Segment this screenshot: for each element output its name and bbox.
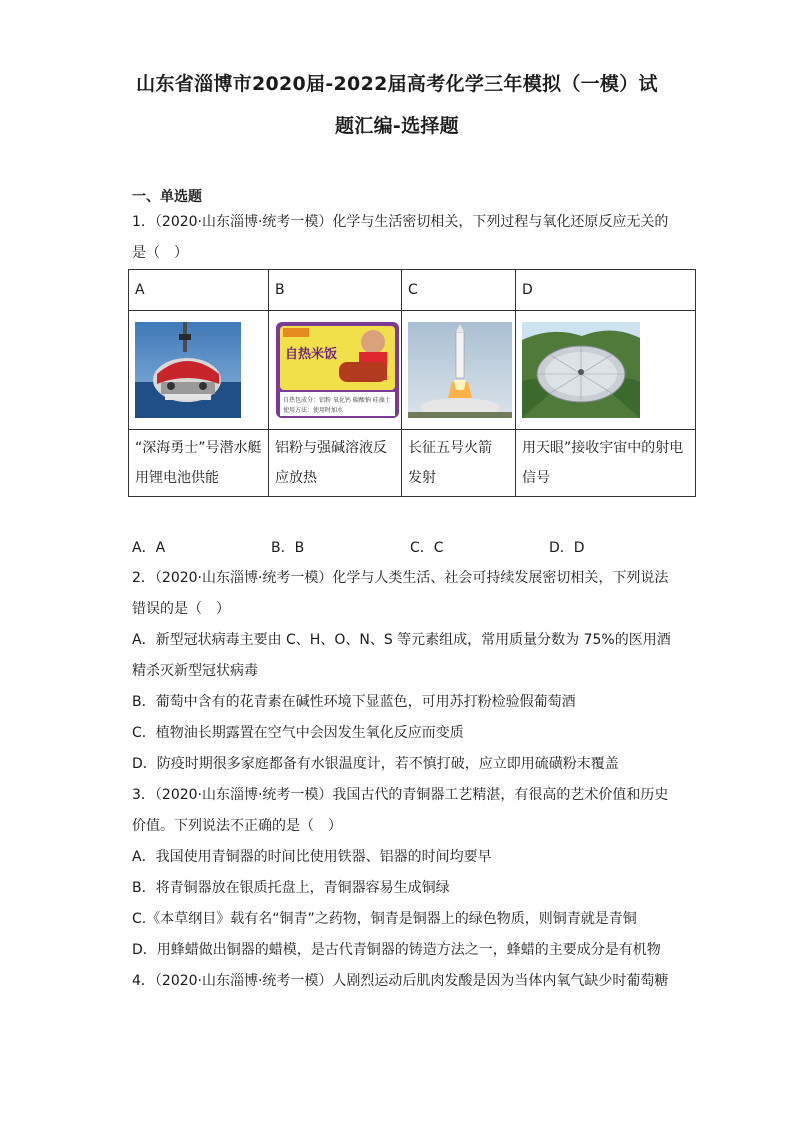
q2-stem-line2: 错误的是（ ） [132,601,230,617]
q1-choice-c[interactable]: C．C [410,540,444,556]
section-heading: 一、单选题 [132,189,202,205]
q1-stem-line1: 1．（2020·山东淄博·统考一模）化学与生活密切相关，下列过程与氧化还原反应无关的 [132,214,669,230]
q3-option-d: D．用蜂蜡做出铜器的蜡模，是古代青铜器的铸造方法之一，蜂蜡的主要成分是有机物 [132,942,661,958]
table-header-b: B [269,270,402,311]
fast-telescope-image [522,322,640,418]
q4-stem-line1: 4．（2020·山东淄博·统考一模）人剧烈运动后肌肉发酸是因为当体内氧气缺少时葡萄糖 [132,973,669,989]
q2-option-d: D．防疫时期很多家庭都备有水银温度计，若不慎打破，应立即用硫磺粉末覆盖 [132,756,619,772]
q3-option-c: C.《本草纲目》载有名“铜青”之药物，铜青是铜器上的绿色物质，则铜青就是青铜 [132,911,637,927]
image-cell-a [129,311,269,430]
caption-b: 铝粉与强碱溶液反 应放热 [269,430,402,497]
q2-option-a-cont: 精杀灭新型冠状病毒 [132,663,258,679]
rocket-launch-image [408,322,512,418]
table-header-d: D [516,270,696,311]
package-usage-text: 使用方法：使用时加水 [283,407,344,414]
q1-choice-d[interactable]: D．D [549,540,585,556]
package-brand-text: 自热米饭 [285,347,338,362]
table-header-a: A [129,270,269,311]
submersible-image [135,322,241,418]
q1-choice-a[interactable]: A．A [132,540,166,556]
q1-options-table [128,269,696,497]
q3-stem-line1: 3．（2020·山东淄博·统考一模）我国古代的青铜器工艺精湛，有很高的艺术价值和历史 [132,787,669,803]
package-ingredients-text: 自热包成分：铝粉 氧化钙 碳酸钠 硅藻土 [283,397,391,404]
image-cell-d [516,311,696,430]
self-heating-rice-image [275,320,400,420]
table-header-c: C [402,270,516,311]
document-title-line2: 题汇编-选择题 [335,115,459,137]
caption-a: “深海勇士”号潜水艇 用锂电池供能 [129,430,269,497]
q2-stem-line1: 2．（2020·山东淄博·统考一模）化学与人类生活、社会可持续发展密切相关，下列说法 [132,570,669,586]
q3-option-b: B．将青铜器放在银质托盘上，青铜器容易生成铜绿 [132,880,450,896]
q2-option-b: B．葡萄中含有的花青素在碱性环境下显蓝色，可用苏打粉检验假葡萄酒 [132,694,576,710]
caption-c: 长征五号火箭 发射 [402,430,516,497]
q1-stem-line2: 是（ ） [132,245,188,261]
image-cell-c [402,311,516,430]
document-title-line1: 山东省淄博市2020届-2022届高考化学三年模拟（一模）试 [136,73,658,95]
caption-d: 用天眼”接收宇宙中的射电 信号 [516,430,696,497]
image-cell-b [269,311,402,430]
q2-option-a: A．新型冠状病毒主要由 C、H、O、N、S 等元素组成，常用质量分数为 75%的医用酒 [132,632,671,648]
q2-option-c: C．植物油长期露置在空气中会因发生氧化反应而变质 [132,725,464,741]
q1-choice-b[interactable]: B．B [271,540,305,556]
q3-option-a: A．我国使用青铜器的时间比使用铁器、铝器的时间均要早 [132,849,492,865]
q3-stem-line2: 价值。下列说法不正确的是（ ） [132,818,342,834]
